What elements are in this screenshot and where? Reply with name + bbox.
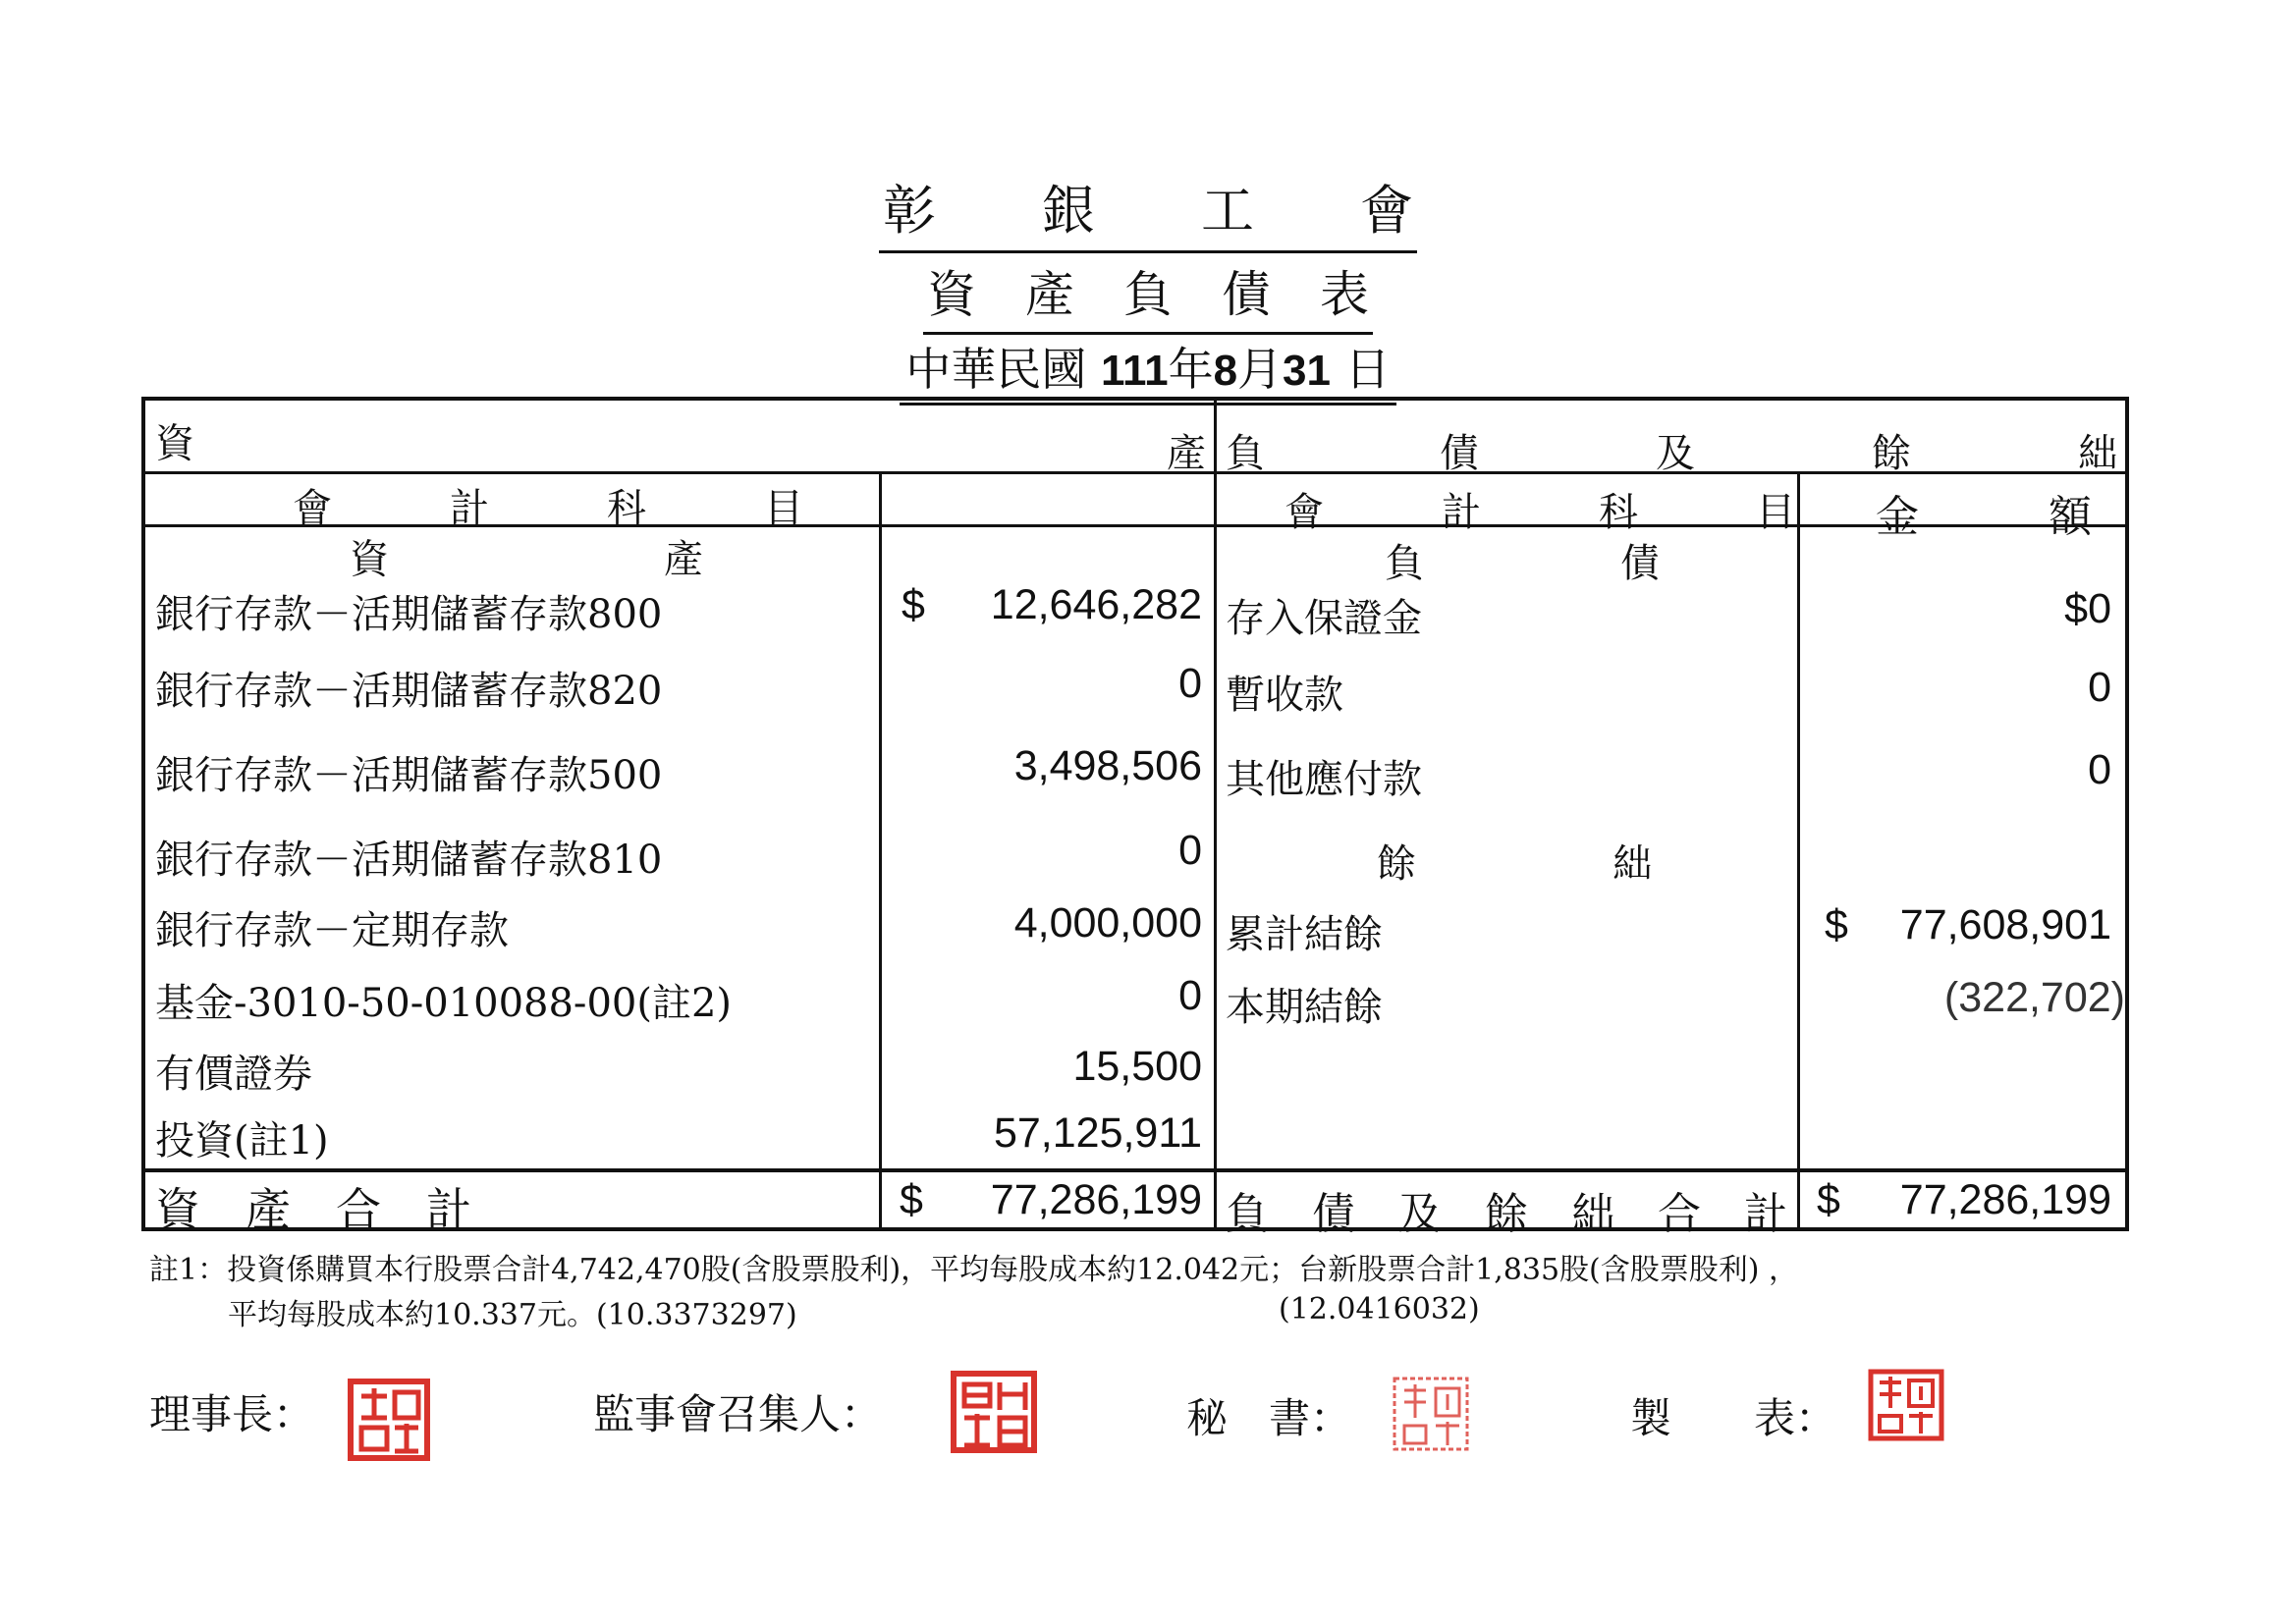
chairman-label: 理事長： <box>149 1390 315 1438</box>
organization-title: 彰 銀 工 會 <box>0 169 2296 253</box>
liabilities-total-currency: $ <box>1817 1176 1840 1223</box>
asset-row-label: 銀行存款－活期儲蓄存款800 <box>155 592 663 637</box>
asset-row-label: 基金-3010-50-010088-00(註2) <box>155 981 733 1026</box>
surplus-row-amount: 77,608,901 <box>1899 901 2111 948</box>
asset-row-amount: 0 <box>1178 827 1202 874</box>
asset-row-label: 投資(註1) <box>155 1118 329 1163</box>
liab-head-char: 絀 <box>2078 431 2117 476</box>
header-rule <box>145 471 2125 474</box>
asset-row-amount: 3,498,506 <box>1013 742 1202 789</box>
assets-total-amount: 77,286,199 <box>990 1176 1202 1223</box>
liabilities-total-label: 負 債 及 餘 絀 合 計 <box>1226 1189 1787 1239</box>
assets-group-label: 資 產 <box>350 537 703 582</box>
assets-section-head: 資 <box>155 421 194 466</box>
asset-row-amount: 0 <box>1178 972 1202 1019</box>
secretary-label: 秘 書： <box>1186 1394 1352 1442</box>
asset-row-amount: 15,500 <box>1072 1043 1202 1090</box>
surplus-row-currency: $ <box>1825 901 1848 948</box>
liab-head-char: 負 <box>1226 431 1265 476</box>
assets-section-head-end: 產 <box>1167 431 1206 476</box>
assets-total-currency: $ <box>900 1176 923 1223</box>
chairman-seal <box>348 1379 430 1461</box>
assets-total-label: 資 產 合 計 <box>155 1183 471 1236</box>
asset-row-label: 有價證券 <box>155 1052 312 1097</box>
liability-row-amount: 0 <box>2088 664 2111 711</box>
supervisor-label: 監事會召集人： <box>593 1390 883 1438</box>
liability-row-label: 其他應付款 <box>1226 757 1422 802</box>
surplus-row-label: 本期結餘 <box>1226 985 1383 1030</box>
liability-row-amount: 0 <box>2088 746 2111 793</box>
liability-row-label: 存入保證金 <box>1226 596 1422 641</box>
liab-head-char: 債 <box>1440 431 1479 476</box>
amount-column-header: 金 額 <box>1876 492 2092 542</box>
surplus-row-label: 累計結餘 <box>1226 912 1383 957</box>
surplus-group-label: 餘 絀 <box>1377 841 1652 887</box>
report-title: 資 產 負 債 表 <box>0 255 2296 335</box>
liabilities-group-label: 負 債 <box>1385 541 1660 586</box>
account-column-header: 會 計 科 目 <box>293 486 803 531</box>
footnote-line: 平均每股成本約10.337元。(10.3373297) <box>228 1298 797 1332</box>
total-rule <box>145 1168 2125 1172</box>
surplus-row-amount: (322,702) <box>1943 974 2125 1021</box>
liab-head-char: 餘 <box>1872 431 1911 476</box>
liabilities-total-amount: 77,286,199 <box>1899 1176 2111 1223</box>
footnote-line: 註1：投資係購買本行股票合計4,742,470股(含股票股利)，平均每股成本約12.042元；台新股票合計1,835股(含股票股利) ， <box>149 1253 1798 1287</box>
asset-row-amount: 57,125,911 <box>993 1109 1202 1157</box>
asset-row-label: 銀行存款－活期儲蓄存款500 <box>155 753 663 798</box>
liab-head-char: 及 <box>1656 431 1695 476</box>
asset-row-amount: 4,000,000 <box>1013 899 1202 947</box>
asset-row-amount: 0 <box>1178 660 1202 707</box>
assets-amount-divider <box>879 471 882 1227</box>
asset-row-currency: $ <box>902 581 925 628</box>
secretary-seal <box>1391 1375 1471 1453</box>
footnote-line: (12.0416032) <box>1279 1292 1480 1326</box>
balance-sheet-table <box>141 397 2129 1239</box>
asset-row-label: 銀行存款－活期儲蓄存款810 <box>155 838 663 883</box>
liab-amount-divider <box>1797 471 1800 1227</box>
asset-row-label: 銀行存款－活期儲蓄存款820 <box>155 669 663 714</box>
supervisor-seal <box>951 1371 1037 1453</box>
preparer-seal <box>1868 1369 1944 1441</box>
liability-row-label: 暫收款 <box>1226 673 1343 718</box>
preparer-label: 製 表： <box>1630 1394 1837 1442</box>
liability-row-amount: $0 <box>2064 585 2111 632</box>
report-date: 中華民國 111年8月31 日 <box>0 334 2296 406</box>
asset-row-label: 銀行存款－定期存款 <box>155 908 509 953</box>
asset-row-amount: 12,646,282 <box>990 581 1202 628</box>
account-column-header: 會 計 科 目 <box>1285 490 1795 535</box>
